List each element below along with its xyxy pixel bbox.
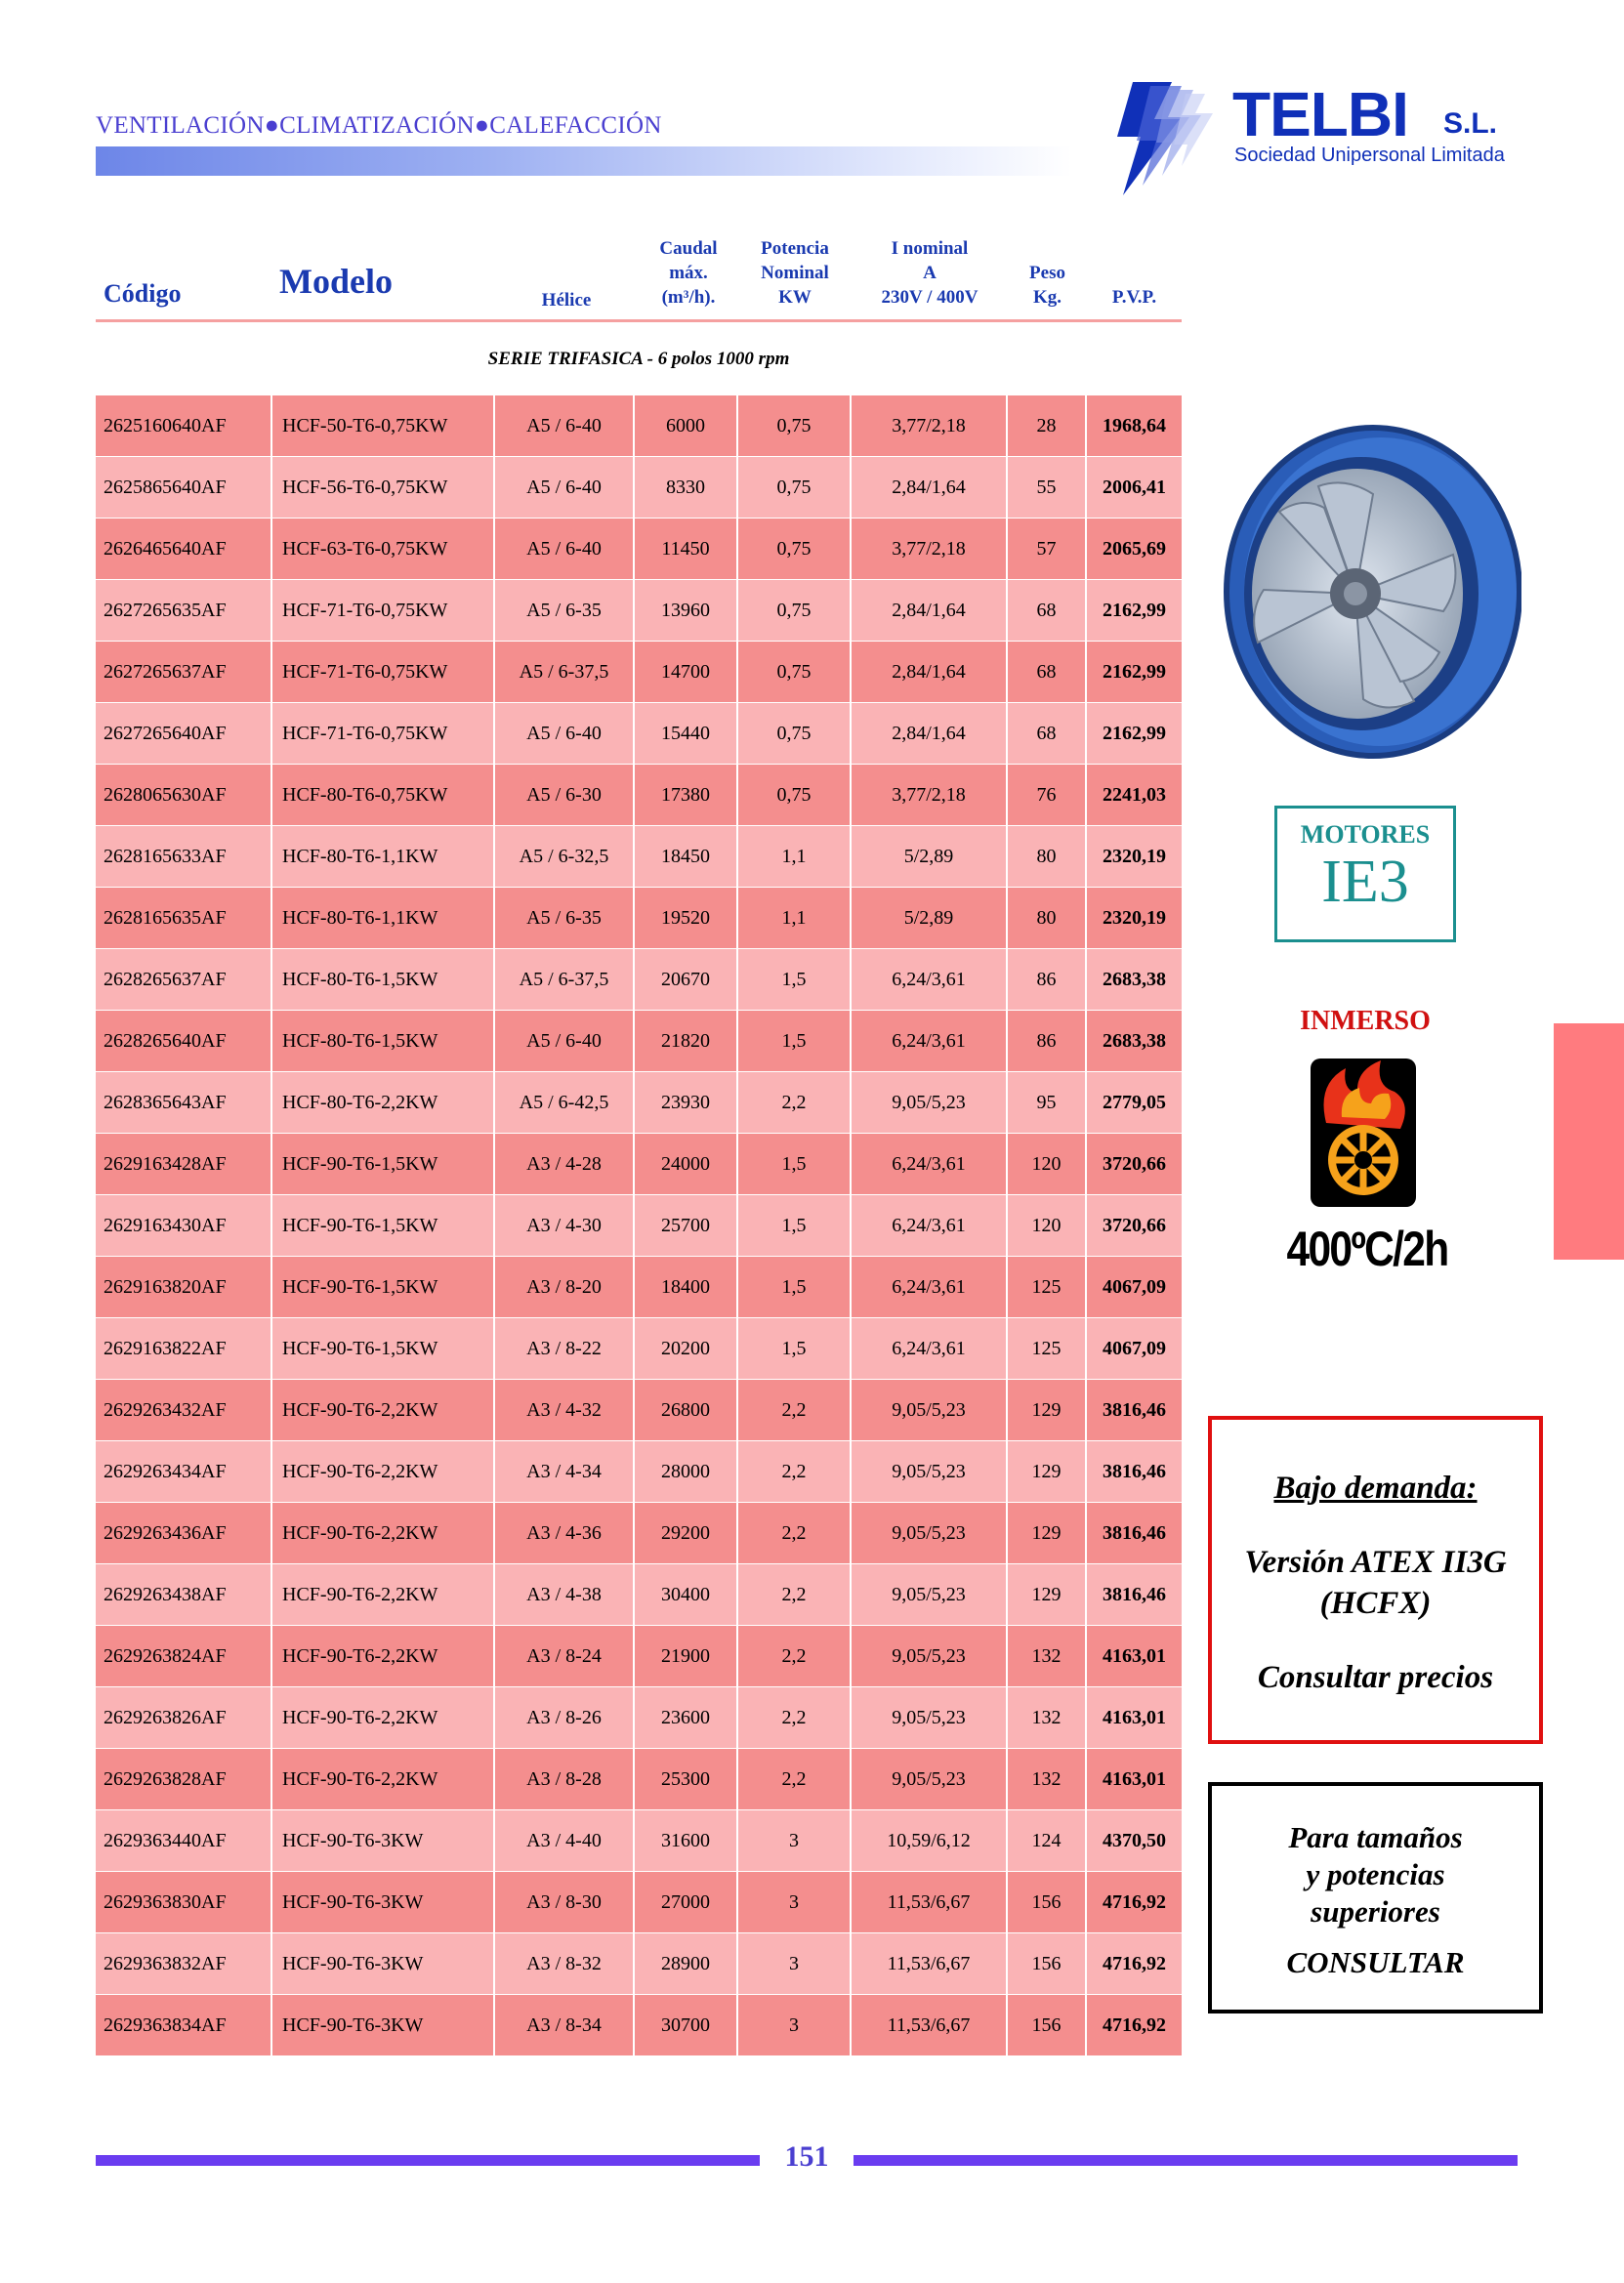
cell-peso: 132 <box>1008 1687 1087 1748</box>
cell-helice: A3 / 4-34 <box>495 1441 635 1502</box>
cell-modelo: HCF-90-T6-2,2KW <box>272 1380 495 1440</box>
cell-inominal: 9,05/5,23 <box>852 1749 1008 1809</box>
cell-caudal: 21900 <box>635 1626 738 1686</box>
cell-potencia: 1,1 <box>738 888 852 948</box>
cell-inominal: 6,24/3,61 <box>852 1195 1008 1256</box>
motores-value: IE3 <box>1321 849 1409 915</box>
cell-inominal: 2,84/1,64 <box>852 642 1008 702</box>
para-tamanos-box <box>1208 1782 1543 2013</box>
cell-codigo: 2629163820AF <box>96 1257 272 1317</box>
column-header-peso <box>1008 261 1087 310</box>
cell-peso: 124 <box>1008 1810 1087 1871</box>
cell-potencia: 2,2 <box>738 1564 852 1625</box>
cell-peso: 156 <box>1008 1872 1087 1932</box>
cell-modelo: HCF-90-T6-1,5KW <box>272 1257 495 1317</box>
cell-peso: 132 <box>1008 1626 1087 1686</box>
cell-potencia: 0,75 <box>738 395 852 456</box>
cell-caudal: 25300 <box>635 1749 738 1809</box>
cell-modelo: HCF-80-T6-1,1KW <box>272 888 495 948</box>
footer-bar-left <box>96 2155 760 2166</box>
table-row <box>96 1195 1182 1256</box>
cell-inominal: 5/2,89 <box>852 826 1008 887</box>
potencia-line-2: Nominal <box>761 263 829 283</box>
cell-codigo: 2626465640AF <box>96 519 272 579</box>
table-row <box>96 1318 1182 1379</box>
cell-pvp: 2683,38 <box>1103 1030 1166 1052</box>
table-row <box>96 703 1182 764</box>
potencia-line-1: Potencia <box>761 238 829 259</box>
cell-codigo: 2628265637AF <box>96 949 272 1010</box>
cell-pvp: 2162,99 <box>1103 600 1166 621</box>
cell-modelo: HCF-80-T6-1,1KW <box>272 826 495 887</box>
cell-codigo: 2629363832AF <box>96 1933 272 1994</box>
cell-caudal: 14700 <box>635 642 738 702</box>
potencia-line-3: KW <box>778 287 812 308</box>
table-row <box>96 1626 1182 1686</box>
cell-modelo: HCF-80-T6-1,5KW <box>272 1011 495 1071</box>
cell-peso: 55 <box>1008 457 1087 518</box>
cell-peso: 156 <box>1008 1995 1087 2055</box>
cell-modelo: HCF-90-T6-1,5KW <box>272 1318 495 1379</box>
table-row <box>96 1687 1182 1748</box>
caudal-line-2: máx. <box>669 263 708 283</box>
cell-pvp: 3816,46 <box>1103 1399 1166 1421</box>
table-row <box>96 1564 1182 1625</box>
cell-helice: A3 / 8-30 <box>495 1872 635 1932</box>
cell-modelo: HCF-80-T6-2,2KW <box>272 1072 495 1133</box>
cell-inominal: 6,24/3,61 <box>852 1011 1008 1071</box>
cell-codigo: 2627265640AF <box>96 703 272 764</box>
cell-pvp: 2065,69 <box>1103 538 1166 560</box>
cell-caudal: 11450 <box>635 519 738 579</box>
fire-rating-text: 400ºC/2h <box>1286 1222 1448 1276</box>
page-number: 151 <box>784 2140 829 2173</box>
cell-potencia: 2,2 <box>738 1749 852 1809</box>
cell-codigo: 2628165633AF <box>96 826 272 887</box>
table-row <box>96 1503 1182 1563</box>
cell-codigo: 2629163428AF <box>96 1134 272 1194</box>
cell-modelo: HCF-90-T6-3KW <box>272 1810 495 1871</box>
cell-modelo: HCF-90-T6-3KW <box>272 1872 495 1932</box>
cell-helice: A3 / 4-40 <box>495 1810 635 1871</box>
cell-potencia: 0,75 <box>738 703 852 764</box>
cell-helice: A3 / 8-24 <box>495 1626 635 1686</box>
cell-pvp: 4067,09 <box>1103 1338 1166 1359</box>
inominal-line-2: A <box>923 263 937 283</box>
cell-inominal: 11,53/6,67 <box>852 1995 1008 2055</box>
cell-pvp: 2006,41 <box>1103 477 1166 498</box>
cell-codigo: 2629163430AF <box>96 1195 272 1256</box>
cell-caudal: 28000 <box>635 1441 738 1502</box>
footer-bar-right <box>854 2155 1518 2166</box>
logo-subtitle: Sociedad Unipersonal Limitada <box>1234 145 1505 166</box>
cell-pvp: 3720,66 <box>1103 1215 1166 1236</box>
cell-helice: A5 / 6-35 <box>495 580 635 641</box>
cell-peso: 57 <box>1008 519 1087 579</box>
cell-modelo: HCF-71-T6-0,75KW <box>272 580 495 641</box>
cell-codigo: 2629363834AF <box>96 1995 272 2055</box>
table-row <box>96 1072 1182 1133</box>
cell-codigo: 2628065630AF <box>96 765 272 825</box>
cell-codigo: 2629263826AF <box>96 1687 272 1748</box>
cell-caudal: 20200 <box>635 1318 738 1379</box>
cell-helice: A5 / 6-35 <box>495 888 635 948</box>
para-tamanos-line-2: y potencias <box>1306 1857 1445 1891</box>
cell-pvp: 2241,03 <box>1103 784 1166 806</box>
section-side-tab <box>1554 1023 1624 1260</box>
cell-inominal: 9,05/5,23 <box>852 1441 1008 1502</box>
cell-peso: 125 <box>1008 1318 1087 1379</box>
column-header-caudal <box>637 236 740 310</box>
cell-helice: A5 / 6-37,5 <box>495 949 635 1010</box>
cell-peso: 129 <box>1008 1564 1087 1625</box>
cell-inominal: 6,24/3,61 <box>852 949 1008 1010</box>
table-row <box>96 1011 1182 1071</box>
cell-peso: 129 <box>1008 1441 1087 1502</box>
cell-helice: A3 / 8-32 <box>495 1933 635 1994</box>
column-header-helice: Hélice <box>541 290 592 311</box>
cell-modelo: HCF-56-T6-0,75KW <box>272 457 495 518</box>
cell-pvp: 4716,92 <box>1103 1953 1166 1974</box>
cell-peso: 120 <box>1008 1195 1087 1256</box>
cell-helice: A3 / 8-20 <box>495 1257 635 1317</box>
table-row <box>96 1810 1182 1871</box>
cell-helice: A3 / 4-32 <box>495 1380 635 1440</box>
cell-helice: A3 / 4-30 <box>495 1195 635 1256</box>
cell-helice: A3 / 4-38 <box>495 1564 635 1625</box>
table-row <box>96 642 1182 702</box>
cell-codigo: 2627265635AF <box>96 580 272 641</box>
cell-modelo: HCF-71-T6-0,75KW <box>272 703 495 764</box>
cell-peso: 68 <box>1008 642 1087 702</box>
cell-potencia: 3 <box>738 1810 852 1871</box>
cell-modelo: HCF-63-T6-0,75KW <box>272 519 495 579</box>
table-row <box>96 949 1182 1010</box>
caudal-line-3: (m³/h). <box>661 287 716 308</box>
cell-modelo: HCF-90-T6-2,2KW <box>272 1687 495 1748</box>
cell-modelo: HCF-90-T6-1,5KW <box>272 1134 495 1194</box>
inmerso-label: INMERSO <box>1300 1006 1431 1036</box>
cell-potencia: 3 <box>738 1872 852 1932</box>
table-row <box>96 1134 1182 1194</box>
cell-modelo: HCF-90-T6-2,2KW <box>272 1441 495 1502</box>
cell-caudal: 18400 <box>635 1257 738 1317</box>
cell-pvp: 3816,46 <box>1103 1461 1166 1482</box>
para-tamanos-line-1: Para tamaños <box>1288 1820 1463 1854</box>
cell-codigo: 2625865640AF <box>96 457 272 518</box>
bajo-demanda-title: Bajo demanda: <box>1273 1471 1478 1506</box>
cell-peso: 28 <box>1008 395 1087 456</box>
cell-modelo: HCF-80-T6-1,5KW <box>272 949 495 1010</box>
cell-inominal: 9,05/5,23 <box>852 1072 1008 1133</box>
peso-line-2: Kg. <box>1032 287 1062 308</box>
para-tamanos-line-4: CONSULTAR <box>1286 1945 1465 1979</box>
fire-resistance-icon <box>1307 1055 1420 1211</box>
cell-potencia: 1,5 <box>738 1134 852 1194</box>
cell-codigo: 2629263824AF <box>96 1626 272 1686</box>
cell-inominal: 6,24/3,61 <box>852 1318 1008 1379</box>
table-row <box>96 395 1182 456</box>
cell-helice: A5 / 6-42,5 <box>495 1072 635 1133</box>
motores-ie3-badge <box>1274 806 1456 942</box>
para-tamanos-line-3: superiores <box>1311 1894 1440 1929</box>
cell-modelo: HCF-90-T6-1,5KW <box>272 1195 495 1256</box>
cell-caudal: 18450 <box>635 826 738 887</box>
cell-helice: A3 / 8-28 <box>495 1749 635 1809</box>
cell-inominal: 5/2,89 <box>852 888 1008 948</box>
cell-inominal: 9,05/5,23 <box>852 1626 1008 1686</box>
bajo-demanda-line-3: Consultar precios <box>1257 1660 1494 1695</box>
axial-fan-image <box>1209 418 1521 760</box>
header-gradient-bar <box>96 146 1072 176</box>
cell-caudal: 20670 <box>635 949 738 1010</box>
cell-pvp: 3720,66 <box>1103 1153 1166 1175</box>
header-category-text: VENTILACIÓN●CLIMATIZACIÓN●CALEFACCIÓN <box>96 112 662 139</box>
cell-codigo: 2628165635AF <box>96 888 272 948</box>
cell-pvp: 2683,38 <box>1103 969 1166 990</box>
cell-helice: A5 / 6-40 <box>495 1011 635 1071</box>
cell-caudal: 19520 <box>635 888 738 948</box>
cell-caudal: 26800 <box>635 1380 738 1440</box>
cell-potencia: 2,2 <box>738 1380 852 1440</box>
caudal-line-1: Caudal <box>659 238 718 259</box>
table-row <box>96 1933 1182 1994</box>
cell-codigo: 2625160640AF <box>96 395 272 456</box>
cell-peso: 120 <box>1008 1134 1087 1194</box>
peso-line-1: Peso <box>1029 263 1065 283</box>
cell-peso: 68 <box>1008 703 1087 764</box>
cell-peso: 86 <box>1008 1011 1087 1071</box>
cell-helice: A5 / 6-40 <box>495 457 635 518</box>
cell-potencia: 0,75 <box>738 580 852 641</box>
cell-caudal: 25700 <box>635 1195 738 1256</box>
cell-pvp: 4163,01 <box>1103 1645 1166 1667</box>
price-table <box>96 395 1182 2056</box>
cell-helice: A3 / 8-26 <box>495 1687 635 1748</box>
cell-inominal: 11,53/6,67 <box>852 1933 1008 1994</box>
cell-inominal: 3,77/2,18 <box>852 519 1008 579</box>
cell-helice: A5 / 6-40 <box>495 703 635 764</box>
cell-inominal: 9,05/5,23 <box>852 1564 1008 1625</box>
cell-peso: 132 <box>1008 1749 1087 1809</box>
cell-potencia: 2,2 <box>738 1441 852 1502</box>
cell-caudal: 6000 <box>635 395 738 456</box>
cell-potencia: 2,2 <box>738 1072 852 1133</box>
cell-caudal: 23600 <box>635 1687 738 1748</box>
cell-modelo: HCF-90-T6-3KW <box>272 1995 495 2055</box>
cell-inominal: 3,77/2,18 <box>852 395 1008 456</box>
cell-helice: A5 / 6-30 <box>495 765 635 825</box>
inominal-line-3: 230V / 400V <box>881 287 979 308</box>
cell-potencia: 1,5 <box>738 1257 852 1317</box>
cell-pvp: 2320,19 <box>1103 846 1166 867</box>
cell-helice: A3 / 4-28 <box>495 1134 635 1194</box>
table-row <box>96 457 1182 518</box>
cell-caudal: 30700 <box>635 1995 738 2055</box>
table-row <box>96 1257 1182 1317</box>
cell-codigo: 2629363830AF <box>96 1872 272 1932</box>
bajo-demanda-line-1: Versión ATEX II3G <box>1244 1545 1507 1580</box>
cell-potencia: 1,5 <box>738 1011 852 1071</box>
cell-codigo: 2629263438AF <box>96 1564 272 1625</box>
cell-pvp: 4163,01 <box>1103 1707 1166 1728</box>
cell-peso: 129 <box>1008 1503 1087 1563</box>
cell-inominal: 3,77/2,18 <box>852 765 1008 825</box>
cell-helice: A5 / 6-40 <box>495 519 635 579</box>
column-header-modelo: Modelo <box>279 262 393 301</box>
cell-caudal: 29200 <box>635 1503 738 1563</box>
cell-pvp: 1968,64 <box>1103 415 1166 436</box>
lightning-logo-icon <box>1103 80 1240 197</box>
column-header-inominal <box>852 236 1008 310</box>
cell-pvp: 2162,99 <box>1103 723 1166 744</box>
cell-codigo: 2629163822AF <box>96 1318 272 1379</box>
cell-helice: A5 / 6-40 <box>495 395 635 456</box>
cell-inominal: 11,53/6,67 <box>852 1872 1008 1932</box>
cell-potencia: 3 <box>738 1933 852 1994</box>
cell-modelo: HCF-90-T6-3KW <box>272 1933 495 1994</box>
cell-potencia: 0,75 <box>738 642 852 702</box>
logo-word: TELBI <box>1232 79 1408 149</box>
cell-modelo: HCF-90-T6-2,2KW <box>272 1749 495 1809</box>
cell-peso: 80 <box>1008 826 1087 887</box>
column-header-pvp: P.V.P. <box>1111 287 1157 308</box>
cell-inominal: 10,59/6,12 <box>852 1810 1008 1871</box>
cell-helice: A5 / 6-32,5 <box>495 826 635 887</box>
cell-codigo: 2629263432AF <box>96 1380 272 1440</box>
cell-pvp: 4716,92 <box>1103 2014 1166 2036</box>
cell-potencia: 2,2 <box>738 1503 852 1563</box>
cell-peso: 125 <box>1008 1257 1087 1317</box>
telbi-logo <box>1103 78 1514 195</box>
cell-peso: 68 <box>1008 580 1087 641</box>
table-row <box>96 1441 1182 1502</box>
cell-caudal: 24000 <box>635 1134 738 1194</box>
cell-pvp: 2162,99 <box>1103 661 1166 683</box>
cell-modelo: HCF-90-T6-2,2KW <box>272 1626 495 1686</box>
cell-peso: 86 <box>1008 949 1087 1010</box>
cell-modelo: HCF-71-T6-0,75KW <box>272 642 495 702</box>
inominal-line-1: I nominal <box>891 238 969 259</box>
cell-helice: A3 / 8-34 <box>495 1995 635 2055</box>
cell-caudal: 27000 <box>635 1872 738 1932</box>
cell-pvp: 2779,05 <box>1103 1092 1166 1113</box>
cell-codigo: 2629263828AF <box>96 1749 272 1809</box>
cell-helice: A5 / 6-37,5 <box>495 642 635 702</box>
cell-codigo: 2628265640AF <box>96 1011 272 1071</box>
cell-potencia: 3 <box>738 1995 852 2055</box>
cell-potencia: 1,1 <box>738 826 852 887</box>
cell-caudal: 13960 <box>635 580 738 641</box>
cell-caudal: 21820 <box>635 1011 738 1071</box>
cell-codigo: 2629363440AF <box>96 1810 272 1871</box>
cell-peso: 76 <box>1008 765 1087 825</box>
logo-suffix: S.L. <box>1443 107 1498 140</box>
table-row <box>96 765 1182 825</box>
cell-potencia: 1,5 <box>738 1318 852 1379</box>
table-row <box>96 888 1182 948</box>
cell-potencia: 1,5 <box>738 949 852 1010</box>
cell-codigo: 2628365643AF <box>96 1072 272 1133</box>
cell-pvp: 4163,01 <box>1103 1768 1166 1790</box>
cell-inominal: 2,84/1,64 <box>852 580 1008 641</box>
cell-pvp: 4370,50 <box>1103 1830 1166 1851</box>
cell-codigo: 2629263434AF <box>96 1441 272 1502</box>
cell-caudal: 31600 <box>635 1810 738 1871</box>
cell-codigo: 2629263436AF <box>96 1503 272 1563</box>
cell-inominal: 6,24/3,61 <box>852 1257 1008 1317</box>
cell-modelo: HCF-50-T6-0,75KW <box>272 395 495 456</box>
cell-pvp: 3816,46 <box>1103 1584 1166 1605</box>
cell-peso: 156 <box>1008 1933 1087 1994</box>
cell-potencia: 0,75 <box>738 519 852 579</box>
cell-potencia: 0,75 <box>738 765 852 825</box>
table-row <box>96 519 1182 579</box>
cell-peso: 129 <box>1008 1380 1087 1440</box>
cell-caudal: 30400 <box>635 1564 738 1625</box>
bajo-demanda-box <box>1208 1416 1543 1744</box>
cell-caudal: 17380 <box>635 765 738 825</box>
cell-pvp: 2320,19 <box>1103 907 1166 929</box>
cell-caudal: 8330 <box>635 457 738 518</box>
cell-inominal: 2,84/1,64 <box>852 703 1008 764</box>
table-row <box>96 826 1182 887</box>
serie-title: SERIE TRIFASICA - 6 polos 1000 rpm <box>487 349 790 369</box>
cell-potencia: 0,75 <box>738 457 852 518</box>
cell-pvp: 4716,92 <box>1103 1891 1166 1913</box>
motores-label: MOTORES <box>1300 820 1431 849</box>
cell-potencia: 2,2 <box>738 1687 852 1748</box>
cell-modelo: HCF-90-T6-2,2KW <box>272 1564 495 1625</box>
bajo-demanda-line-2: (HCFX) <box>1319 1586 1432 1621</box>
table-row <box>96 1872 1182 1932</box>
table-row <box>96 1749 1182 1809</box>
cell-peso: 95 <box>1008 1072 1087 1133</box>
column-header-codigo: Código <box>104 279 182 308</box>
table-row <box>96 1380 1182 1440</box>
cell-potencia: 1,5 <box>738 1195 852 1256</box>
cell-potencia: 2,2 <box>738 1626 852 1686</box>
cell-inominal: 9,05/5,23 <box>852 1503 1008 1563</box>
cell-inominal: 6,24/3,61 <box>852 1134 1008 1194</box>
cell-modelo: HCF-80-T6-0,75KW <box>272 765 495 825</box>
cell-pvp: 4067,09 <box>1103 1276 1166 1298</box>
cell-peso: 80 <box>1008 888 1087 948</box>
table-row <box>96 580 1182 641</box>
cell-caudal: 23930 <box>635 1072 738 1133</box>
cell-inominal: 9,05/5,23 <box>852 1380 1008 1440</box>
cell-modelo: HCF-90-T6-2,2KW <box>272 1503 495 1563</box>
cell-helice: A3 / 8-22 <box>495 1318 635 1379</box>
cell-inominal: 2,84/1,64 <box>852 457 1008 518</box>
cell-inominal: 9,05/5,23 <box>852 1687 1008 1748</box>
cell-caudal: 28900 <box>635 1933 738 1994</box>
cell-helice: A3 / 4-36 <box>495 1503 635 1563</box>
column-header-potencia <box>738 236 852 310</box>
table-row <box>96 1995 1182 2055</box>
cell-codigo: 2627265637AF <box>96 642 272 702</box>
cell-pvp: 3816,46 <box>1103 1522 1166 1544</box>
cell-caudal: 15440 <box>635 703 738 764</box>
header-divider <box>96 319 1182 322</box>
